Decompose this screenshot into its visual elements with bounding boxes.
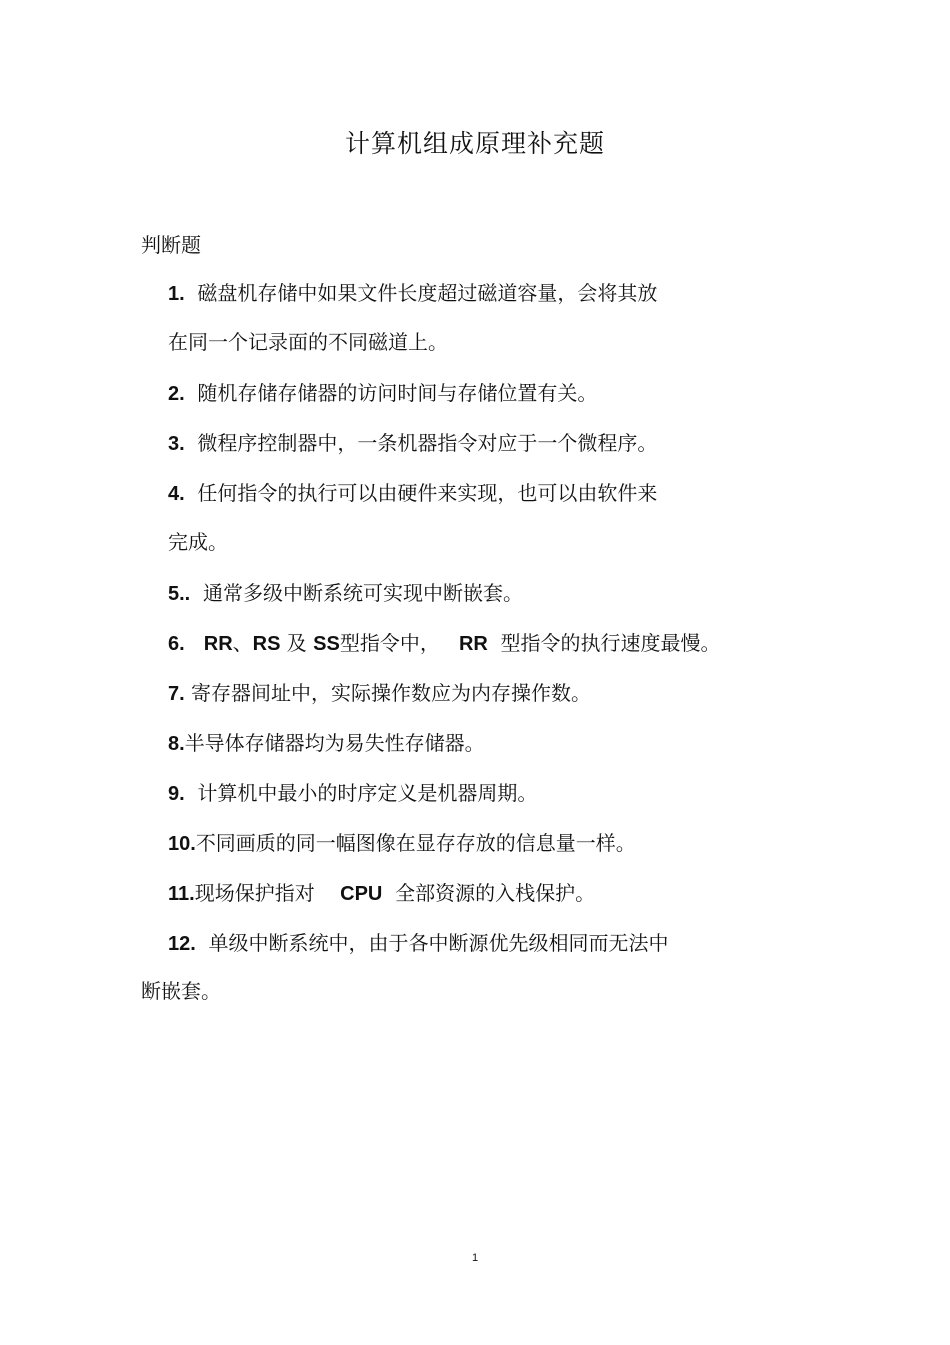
question-number-separator: . bbox=[179, 483, 185, 505]
rr-label: RR bbox=[458, 633, 488, 655]
question-number: 6. bbox=[168, 633, 185, 655]
conjunction-text: 及 bbox=[280, 631, 314, 655]
question-text: 单级中断系统中，由于各中断源优先级相同而无法中 bbox=[208, 931, 669, 955]
question-text: 磁盘机存储中如果文件长度超过磁道容量，会将其放 bbox=[197, 281, 658, 305]
question-text: 型指令的执行速度最慢。 bbox=[500, 631, 721, 655]
page-title: 计算机组成原理补充题 bbox=[344, 129, 605, 158]
question-number-separator: . bbox=[179, 283, 185, 305]
question-number: 9. bbox=[168, 783, 185, 805]
question-8 bbox=[168, 729, 485, 758]
question-text: 任何指令的执行可以由硬件来实现，也可以由软件来 bbox=[197, 481, 658, 505]
question-3 bbox=[168, 429, 657, 458]
question-5 bbox=[168, 579, 523, 608]
ss-label: SS bbox=[313, 633, 340, 655]
question-text: 全部资源的入栈保护。 bbox=[395, 881, 596, 905]
page-number: 1 bbox=[471, 1252, 479, 1264]
rs-label: RS bbox=[252, 633, 281, 655]
enumeration-comma: 、 bbox=[232, 631, 253, 655]
question-11 bbox=[168, 879, 595, 908]
question-text: 不同画质的同一幅图像在显存存放的信息量一样。 bbox=[195, 831, 636, 855]
question-number: 2 bbox=[168, 383, 180, 405]
question-10 bbox=[168, 829, 636, 858]
question-number-separator: .. bbox=[179, 583, 191, 605]
question-number: 8. bbox=[168, 733, 185, 755]
question-number: 3 bbox=[168, 433, 180, 455]
question-text: 现场保护指对 bbox=[194, 881, 315, 905]
question-number: 12. bbox=[168, 933, 196, 955]
question-12-continuation: 断嵌套。 bbox=[141, 979, 221, 1003]
question-12 bbox=[168, 929, 669, 958]
question-number: 10. bbox=[168, 833, 196, 855]
question-4-continuation: 完成。 bbox=[168, 530, 228, 554]
question-2 bbox=[168, 379, 597, 408]
question-text: 计算机中最小的时序定义是机器周期。 bbox=[197, 781, 538, 805]
question-text: 随机存储存储器的访问时间与存储位置有关。 bbox=[197, 381, 598, 405]
question-text: 微程序控制器中，一条机器指令对应于一个微程序。 bbox=[197, 431, 658, 455]
question-6 bbox=[168, 629, 721, 658]
question-number: 5 bbox=[168, 583, 180, 605]
question-7 bbox=[168, 679, 591, 708]
question-1-continuation: 在同一个记录面的不同磁道上。 bbox=[168, 330, 448, 354]
question-number-separator: . bbox=[179, 383, 185, 405]
question-9 bbox=[168, 779, 537, 808]
question-text: 寄存器间址中，实际操作数应为内存操作数。 bbox=[191, 681, 592, 705]
question-4 bbox=[168, 479, 657, 508]
question-number: 1 bbox=[168, 283, 180, 305]
question-text: 通常多级中断系统可实现中断嵌套。 bbox=[202, 581, 523, 605]
rr-label: RR bbox=[203, 633, 233, 655]
section-heading: 判断题 bbox=[141, 233, 201, 257]
cpu-label: CPU bbox=[340, 883, 383, 905]
question-number-separator: . bbox=[179, 433, 185, 455]
question-number: 11. bbox=[168, 883, 195, 905]
question-number: 4 bbox=[168, 483, 180, 505]
question-1 bbox=[168, 279, 657, 308]
question-text: 型指令中， bbox=[339, 631, 440, 655]
question-number: 7. bbox=[168, 683, 185, 705]
question-text: 半导体存储器均为易失性存储器。 bbox=[184, 731, 485, 755]
